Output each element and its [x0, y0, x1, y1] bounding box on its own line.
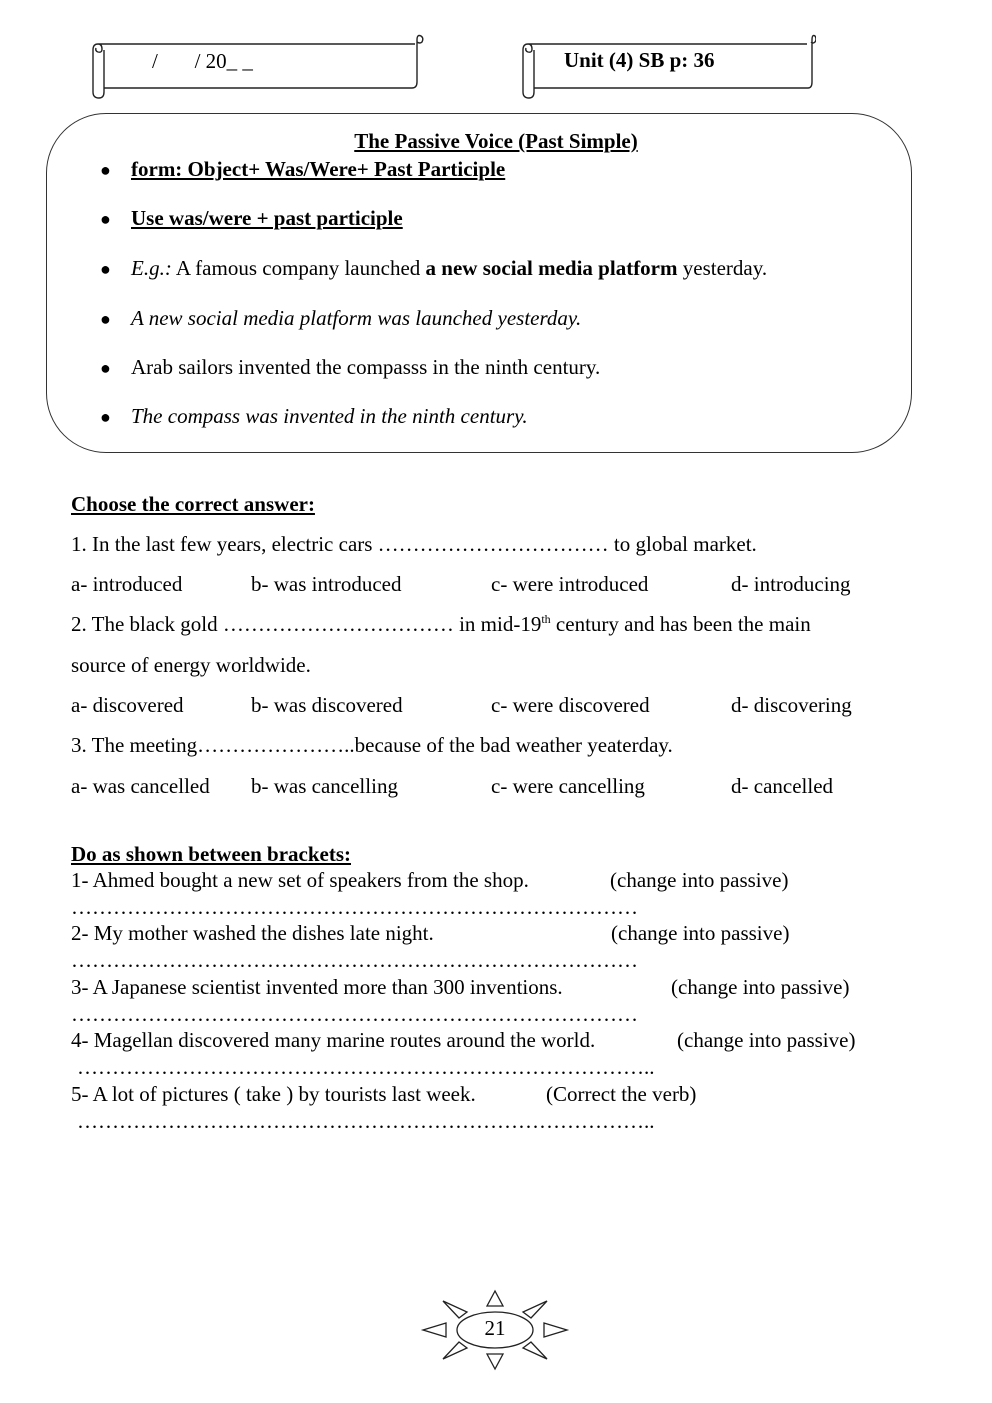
option-a[interactable]: a- discovered	[71, 693, 184, 717]
transform-sentence: 1- Ahmed bought a new set of speakers from the shop.	[71, 868, 529, 892]
option-a[interactable]: a- was cancelled	[71, 774, 210, 798]
option-b[interactable]: b- was discovered	[251, 693, 403, 717]
rule-use: ● Use was/were + past participle	[100, 206, 403, 230]
rule-title: The Passive Voice (Past Simple)	[354, 129, 638, 153]
page-number: 21	[484, 1316, 506, 1340]
rule-example-active: ● E.g.: A famous company launched a new social media platform yesterday.	[100, 256, 768, 280]
answer-line[interactable]: ………………………………………………………………………..	[77, 1055, 655, 1079]
answer-line[interactable]: ………………………………………………………………………	[71, 948, 638, 972]
unit-reference: Unit (4) SB p: 36	[564, 48, 715, 72]
option-b[interactable]: b- was cancelling	[251, 774, 398, 798]
mcq-question-3: 3. The meeting…………………..because of the bad weather yeaterday.	[71, 733, 673, 757]
transform-heading: Do as shown between brackets:	[71, 842, 351, 866]
unit-scroll-banner	[520, 32, 816, 100]
option-c[interactable]: c- were cancelling	[491, 774, 645, 798]
bullet-icon: ●	[100, 209, 111, 229]
rule-example2-active: ● Arab sailors invented the compasss in the ninth century.	[100, 355, 601, 379]
transform-instruction: (change into passive)	[671, 975, 850, 999]
transform-sentence: 3- A Japanese scientist invented more than 300 inventions.	[71, 975, 563, 999]
date-field[interactable]: / / 20_ _	[152, 49, 253, 73]
rule-example2-passive: ● The compass was invented in the ninth century.	[100, 404, 528, 428]
transform-sentence: 2- My mother washed the dishes late night.	[71, 921, 434, 945]
option-a[interactable]: a- introduced	[71, 572, 183, 596]
bullet-icon: ●	[100, 160, 111, 180]
mcq-heading: Choose the correct answer:	[71, 492, 315, 516]
mcq-question-2-continued: source of energy worldwide.	[71, 653, 311, 677]
transform-instruction: (change into passive)	[677, 1028, 856, 1052]
transform-instruction: (Correct the verb)	[546, 1082, 697, 1106]
transform-sentence: 4- Magellan discovered many marine routes around the world.	[71, 1028, 596, 1052]
mcq-question-1: 1. In the last few years, electric cars …………………………… to global market.	[71, 532, 757, 556]
answer-line[interactable]: ………………………………………………………………………	[71, 895, 638, 919]
date-scroll-banner	[90, 32, 425, 100]
option-b[interactable]: b- was introduced	[251, 572, 402, 596]
transform-instruction: (change into passive)	[611, 921, 790, 945]
scroll-shape-icon	[90, 32, 425, 100]
bullet-icon: ●	[100, 358, 111, 378]
answer-line[interactable]: ………………………………………………………………………	[71, 1002, 638, 1026]
answer-line[interactable]: ………………………………………………………………………..	[77, 1109, 655, 1133]
option-d[interactable]: d- introducing	[731, 572, 851, 596]
mcq-question-2: 2. The black gold …………………………… in mid-19th century and has been the main	[71, 612, 811, 636]
transform-sentence: 5- A lot of pictures ( take ) by tourists last week.	[71, 1082, 476, 1106]
option-c[interactable]: c- were discovered	[491, 693, 650, 717]
rule-example-passive: ● A new social media platform was launched yesterday.	[100, 306, 582, 330]
bullet-icon: ●	[100, 309, 111, 329]
option-d[interactable]: d- discovering	[731, 693, 852, 717]
page-number-badge	[420, 1288, 570, 1372]
bullet-icon: ●	[100, 407, 111, 427]
option-c[interactable]: c- were introduced	[491, 572, 649, 596]
rule-form: ● form: Object+ Was/Were+ Past Participle	[100, 157, 506, 181]
option-d[interactable]: d- cancelled	[731, 774, 834, 798]
transform-instruction: (change into passive)	[610, 868, 789, 892]
bullet-icon: ●	[100, 259, 111, 279]
